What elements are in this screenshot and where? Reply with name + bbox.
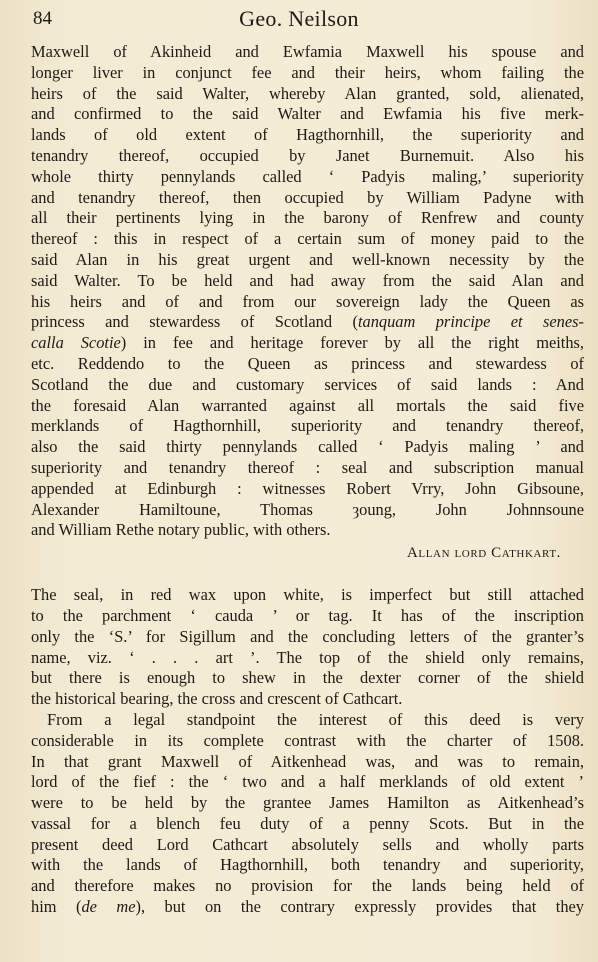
text-line: present deed Lord Cathcart absolutely sells and wholly parts xyxy=(31,834,584,854)
text-line: thereof : this in respect of a certain sum of money paid to the xyxy=(31,229,584,249)
text-line: and William Rethe notary public, with others. xyxy=(31,520,331,540)
text-line: him (de me), but on the contrary expressly provides that they xyxy=(31,897,584,917)
text-line: said Alan in his great urgent and well-known necessity by the xyxy=(31,249,584,269)
text-line: to the parchment ‘ cauda ’ or tag. It has of the inscription xyxy=(31,605,584,625)
text-line: said Walter. To be held and had away from the said Alan and xyxy=(31,270,584,290)
text-line: the historical bearing, the cross and crescent of Cathcart. xyxy=(31,689,403,709)
text-line: were to be held by the grantee James Hamilton as Aitkenhead’s xyxy=(31,793,584,813)
text-line: lord of the fief : the ‘ two and a half merklands of old extent ’ xyxy=(31,772,584,792)
paragraph-deed-summary xyxy=(31,42,584,541)
italic-phrase: de me xyxy=(81,897,136,917)
text-line: and tenandry thereof, then occupied by William Padyne with xyxy=(31,187,584,207)
text-line: appended at Edinburgh : witnesses Robert Vrry, John Gibsoune, xyxy=(31,478,584,498)
text-line: From a legal standpoint the interest of this deed is very xyxy=(47,709,584,729)
page-header xyxy=(0,6,598,34)
signature: Allan lord Cathkart. xyxy=(406,545,561,562)
text-line: The seal, in red wax upon white, is imperfect but still attached xyxy=(31,585,584,605)
text-line: and confirmed to the said Walter and Ewfamia his five merk- xyxy=(31,104,584,124)
paragraph-gap xyxy=(31,565,584,585)
text-line: with the lands of Hagthornhill, both tenandry and superiority, xyxy=(31,855,584,875)
text-line: name, viz. ‘ . . . art ’. The top of the shield only remains, xyxy=(31,647,584,667)
text-line: all their pertinents lying in the barony of Renfrew and county xyxy=(31,208,584,228)
body-text xyxy=(31,42,584,918)
text-line: superiority and tenandry thereof : seal and subscription manual xyxy=(31,457,584,477)
text-line: tenandry thereof, occupied by Janet Burnemuit. Also his xyxy=(31,145,584,165)
paragraph-legal-standpoint xyxy=(31,710,584,918)
text-line: princess and stewardess of Scotland (tanquam principe et senes- xyxy=(31,312,584,332)
text-line: vassal for a blench feu duty of a penny Scots. But in the xyxy=(31,813,584,833)
text-line: longer liver in conjunct fee and their heirs, whom failing the xyxy=(31,62,584,82)
italic-phrase: tanquam principe et senes- xyxy=(357,312,584,332)
text-line: merklands of Hagthornhill, superiority and tenandry thereof, xyxy=(31,416,584,436)
text-line: whole thirty pennylands called ‘ Padyis maling,’ superiority xyxy=(31,166,584,186)
text-line: only the ‘S.’ for Sigillum and the concluding letters of the granter’s xyxy=(31,626,584,646)
text-line: Scotland the due and customary services of said lands : And xyxy=(31,374,584,394)
text-line: lands of old extent of Hagthornhill, the superiority and xyxy=(31,125,584,145)
page-number: 84 xyxy=(33,8,52,29)
paragraph-seal-description xyxy=(31,585,584,710)
text-line: calla Scotie) in fee and heritage forever by all the right meiths, xyxy=(31,333,585,353)
text-line: the foresaid Alan warranted against all mortals the said five xyxy=(31,395,584,415)
running-head: Geo. Neilson xyxy=(239,6,359,31)
text-line: but there is enough to shew in the dexter corner of the shield xyxy=(31,668,584,688)
italic-phrase: calla Scotie xyxy=(31,333,121,353)
text-line: heirs of the said Walter, whereby Alan granted, sold, alienated, xyxy=(31,83,584,103)
text-line: also the said thirty pennylands called ‘ Padyis maling ’ and xyxy=(31,437,584,457)
text-line: his heirs and of and from our sovereign lady the Queen as xyxy=(31,291,584,311)
text-line: In that grant Maxwell of Aitkenhead was, and was to remain, xyxy=(31,751,584,771)
text-line: Maxwell of Akinheid and Ewfamia Maxwell his spouse and xyxy=(31,42,584,61)
text-line: etc. Reddendo to the Queen as princess and stewardess of xyxy=(31,353,584,373)
text-line: and therefore makes no provision for the lands being held of xyxy=(31,876,584,896)
text-line: considerable in its complete contrast with the charter of 1508. xyxy=(31,730,584,750)
text-line: Alexander Hamiltoune, Thomas ȝoung, John Johnnsoune xyxy=(31,499,584,519)
